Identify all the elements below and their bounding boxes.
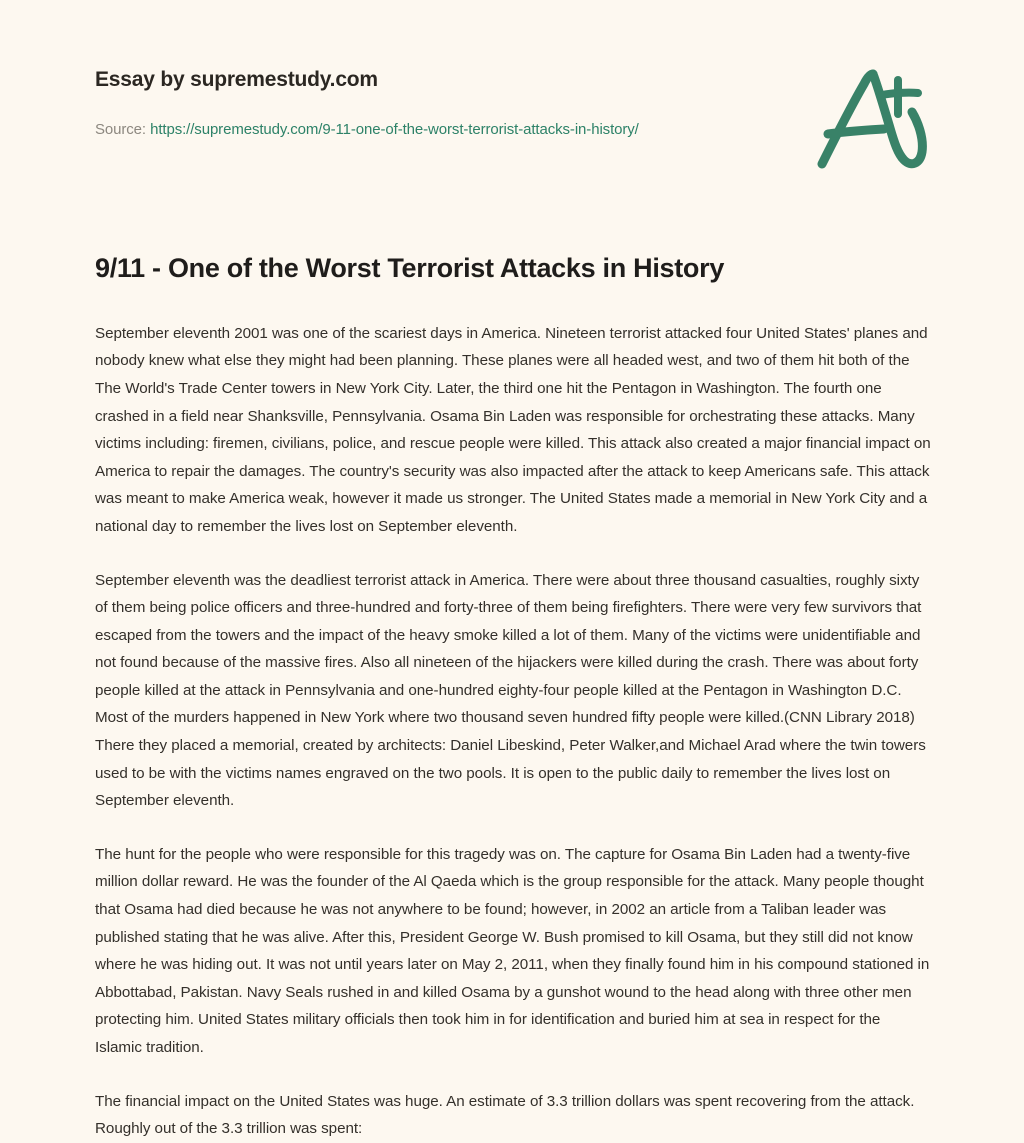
- article-body: [95, 320, 931, 1143]
- article: [95, 252, 931, 1143]
- page-title: 9/11 - One of the Worst Terrorist Attacks in History: [95, 253, 725, 283]
- essay-byline: Essay by supremestudy.com: [95, 68, 378, 91]
- page-header: [0, 0, 1024, 200]
- article-paragraph: September eleventh was the deadliest terrorist attack in America. There were about three thousand casualties, roughly sixty of them being police officers and three-hundred and forty-three of them being firefighters. There were very few survivors that escaped from the towers and the impact of the heavy smoke killed a lot of them. Many of the victims were unidentifiable and not found because of the massive fires. Also all nineteen of the hijackers were killed during the crash. There was about forty people killed at the attack in Pennsylvania and one-hundred eighty-four people killed at the Pentagon in Washington D.C. Most of the murders happened in New York where two thousand seven hundred fifty people were killed.(CNN Library 2018) There they placed a memorial, created by architects: Daniel Libeskind, Peter Walker,and Michael Arad where the twin towers used to be with the victims names engraved on the two pools. It is open to the public daily to remember the lives lost on September eleventh.: [95, 571, 926, 810]
- source-url-link[interactable]: https://supremestudy.com/9-11-one-of-the-worst-terrorist-attacks-in-history/: [150, 121, 639, 138]
- article-paragraph: The financial impact on the United States was huge. An estimate of 3.3 trillion dollars was spent recovering from the attack. Roughly out of the 3.3 trillion was spent:: [95, 1092, 915, 1138]
- a-plus-logo-icon: [808, 62, 936, 174]
- source-label: Source:: [95, 121, 146, 138]
- source-line: [95, 121, 639, 138]
- article-paragraph: The hunt for the people who were responsible for this tragedy was on. The capture for Osama Bin Laden had a twenty-five million dollar reward. He was the founder of the Al Qaeda which is the group responsible for the attack. Many people thought that Osama had died because he was not anywhere to be found; however, in 2002 an article from a Taliban leader was published stating that he was alive. After this, President George W. Bush promised to kill Osama, but they still did not know where he was hiding out. It was not until years later on May 2, 2011, when they finally found him in his compound stationed in Abbottabad, Pakistan. Navy Seals rushed in and killed Osama by a gunshot wound to the head along with three other men protecting him. United States military officials then took him in for identification and buried him at sea in respect for the Islamic tradition.: [95, 845, 930, 1056]
- article-paragraph: September eleventh 2001 was one of the scariest days in America. Nineteen terrorist attacked four United States' planes and nobody knew what else they might had been planning. These planes were all headed west, and two of them hit both of the The World's Trade Center towers in New York City. Later, the third one hit the Pentagon in Washington. The fourth one crashed in a field near Shanksville, Pennsylvania. Osama Bin Laden was responsible for orchestrating these attacks. Many victims including: firemen, civilians, police, and rescue people were killed. This attack also created a major financial impact on America to repair the damages. The country's security was also impacted after the attack to keep Americans safe. This attack was meant to make America weak, however it made us stronger. The United States made a memorial in New York City and a national day to remember the lives lost on September eleventh.: [95, 324, 931, 535]
- a-plus-logo: [808, 62, 936, 174]
